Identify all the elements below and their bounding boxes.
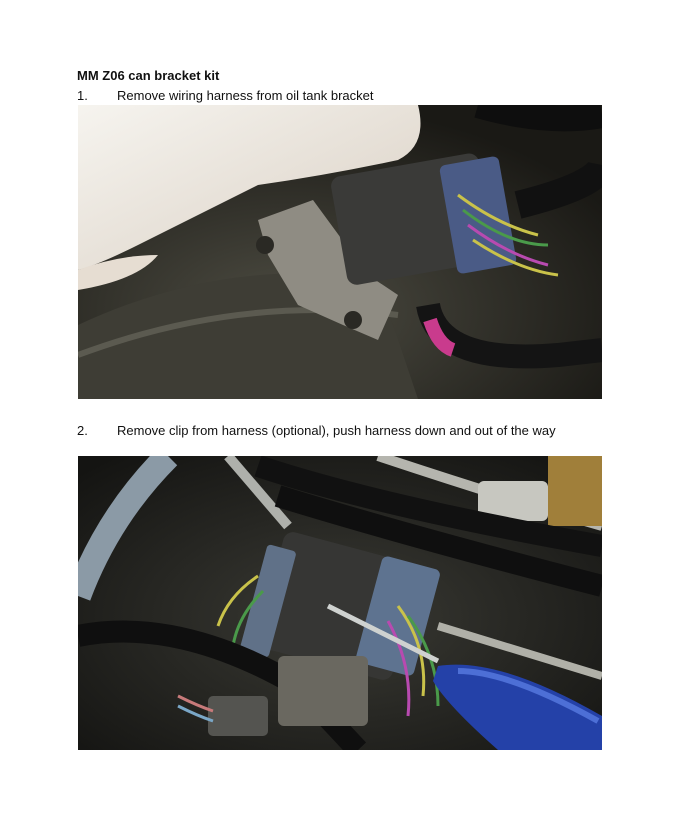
step-2-number: 2. xyxy=(77,423,88,438)
step-2 xyxy=(77,423,556,438)
step-1-text: Remove wiring harness from oil tank bracket xyxy=(117,88,374,103)
step-1 xyxy=(77,88,374,103)
step-1-number: 1. xyxy=(77,88,88,103)
step-2-text: Remove clip from harness (optional), push harness down and out of the way xyxy=(117,423,556,438)
photo-step-2 xyxy=(78,456,602,750)
document-title: MM Z06 can bracket kit xyxy=(77,68,220,83)
photo-step-1 xyxy=(78,105,602,399)
